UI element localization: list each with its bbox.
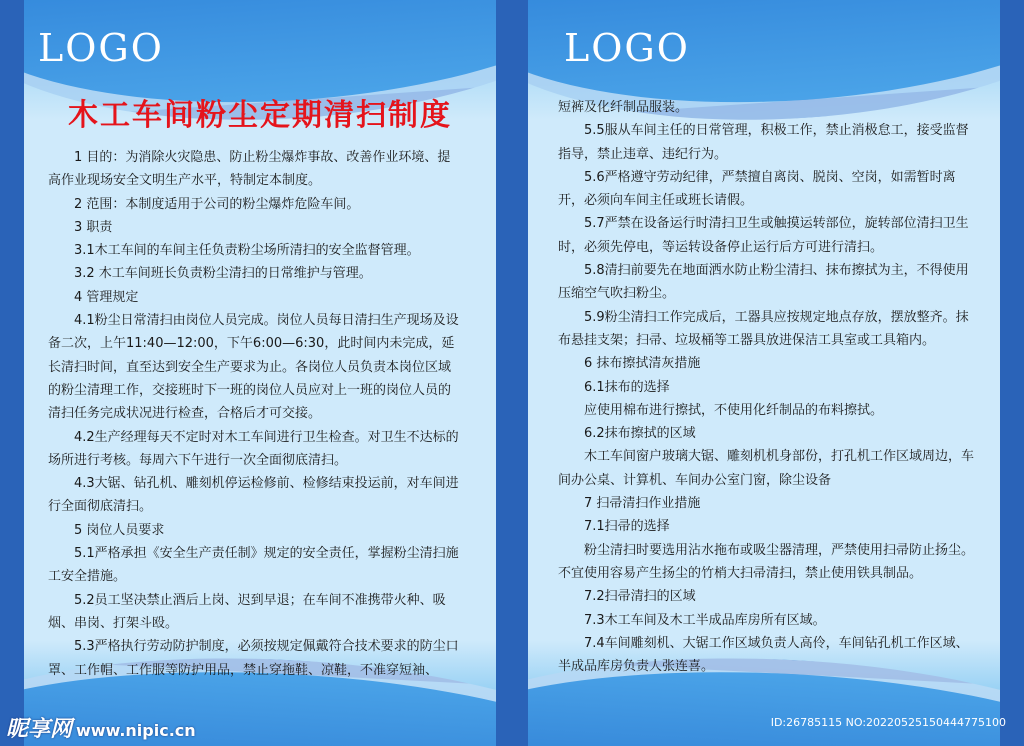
paragraph: 5.9粉尘清扫工作完成后，工器具应按规定地点存放，摆放整齐。抹布悬挂支架；扫帚、垃圾桶等工器具放进保洁工具室或工具箱内。 [558,309,969,348]
paragraph: 木工车间窗户玻璃大锯、雕刻机机身部份，打孔机工作区域周边，车间办公桌、计算机、车间办公室门窗，除尘设备 [558,449,975,488]
left-content [48,146,462,682]
paragraph: 5.8清扫前要先在地面洒水防止粉尘清扫、抹布擦拭为主，不得使用压缩空气吹扫粉尘。 [558,263,969,302]
document-title: 木工车间粉尘定期清扫制度 [68,98,452,133]
paragraph: 5.3严格执行劳动防护制度，必须按规定佩戴符合技术要求的防尘口罩、工作帽、工作服等防护用品，禁止穿拖鞋、凉鞋，不准穿短袖、 [48,639,459,678]
paragraph: 4.3大锯、钻孔机、雕刻机停运检修前、检修结束投运前，对车间进行全面彻底清扫。 [48,476,459,515]
paragraph: 4.2生产经理每天不定时对木工车间进行卫生检查。对卫生不达标的场所进行考核。每周六下午进行一次全面彻底清扫。 [48,429,459,468]
paragraph: 6.1抹布的选择 [584,379,670,395]
paragraph: 3.2 木工车间班长负责粉尘清扫的日常维护与管理。 [74,266,372,282]
logo-placeholder: LOGO [564,26,690,70]
logo-placeholder: LOGO [38,26,164,70]
paragraph: 5.1严格承担《安全生产责任制》规定的安全责任，掌握粉尘清扫施工安全措施。 [48,546,459,585]
paragraph: 5.5服从车间主任的日常管理，积极工作，禁止消极怠工，接受监督指导，禁止违章、违纪行为。 [558,123,969,162]
right-content [558,96,978,678]
paragraph: 4.1粉尘日常清扫由岗位人员完成。岗位人员每日清扫生产现场及设备二次，上午11:40—12:00，下午6:00—6:30，此时间内未完成，延长清扫时间，直至达到安全生产要求为止。各岗位人员负责本岗位区域的粉尘清理工作，交接班时下一班的岗位人员应对上一班的岗位人员的清扫任务完成状况进行检查，合格后才可交接。 [48,313,459,422]
paragraph: 5.7严禁在设备运行时清扫卫生或触摸运转部位，旋转部位清扫卫生时，必须先停电，等运转设备停止运行后方可进行清扫。 [558,216,969,255]
image-id-text: ID:26785115 NO:20220525150444775100 [770,716,1006,729]
paragraph: 1 目的：为消除火灾隐患、防止粉尘爆炸事故、改善作业环境、提高作业现场安全文明生产水平，特制定本制度。 [48,150,451,189]
paragraph: 5 岗位人员要求 [74,522,165,538]
right-page [528,0,1000,746]
paragraph: 5.6严格遵守劳动纪律，严禁擅自离岗、脱岗、空岗，如需暂时离开，必须向车间主任或班长请假。 [558,169,956,209]
paragraph: 7.4车间雕刻机、大锯工作区域负责人高伶，车间钻孔机工作区域、半成品库房负责人张连喜。 [558,635,969,675]
paragraph: 粉尘清扫时要选用沾水拖布或吸尘器清理，严禁使用扫帚防止扬尘。不宜使用容易产生扬尘的竹梢大扫帚清扫，禁止使用铁具制品。 [558,542,975,581]
paragraph-continuation: 短裤及化纤制品服装。 [558,100,689,115]
paragraph: 4 管理规定 [74,289,139,305]
paragraph: 3.1木工车间的车间主任负责粉尘场所清扫的安全监督管理。 [74,243,420,259]
paragraph: 7.1扫帚的选择 [584,519,670,535]
paragraph: 3 职责 [74,219,113,235]
paragraph: 7.2扫帚清扫的区域 [584,589,696,605]
left-page [24,0,496,746]
paragraph: 应使用棉布进行擦拭，不使用化纤制品的布料擦拭。 [584,402,884,418]
paragraph: 6.2抹布擦拭的区域 [584,426,696,442]
paragraph: 7 扫帚清扫作业措施 [584,496,701,512]
paragraph: 7.3木工车间及木工半成品库房所有区域。 [584,612,826,628]
paragraph: 5.2员工坚决禁止酒后上岗、迟到早退；在车间不准携带火种、吸烟、串岗、打架斗殴。 [48,592,446,631]
watermark-brand: 昵享网 [6,717,73,742]
paragraph: 2 范围：本制度适用于公司的粉尘爆炸危险车间。 [74,196,360,212]
watermark-url: www.nipic.cn [76,721,196,740]
paragraph: 6 抹布擦拭清灰措施 [584,356,701,372]
nipic-watermark [6,712,196,743]
